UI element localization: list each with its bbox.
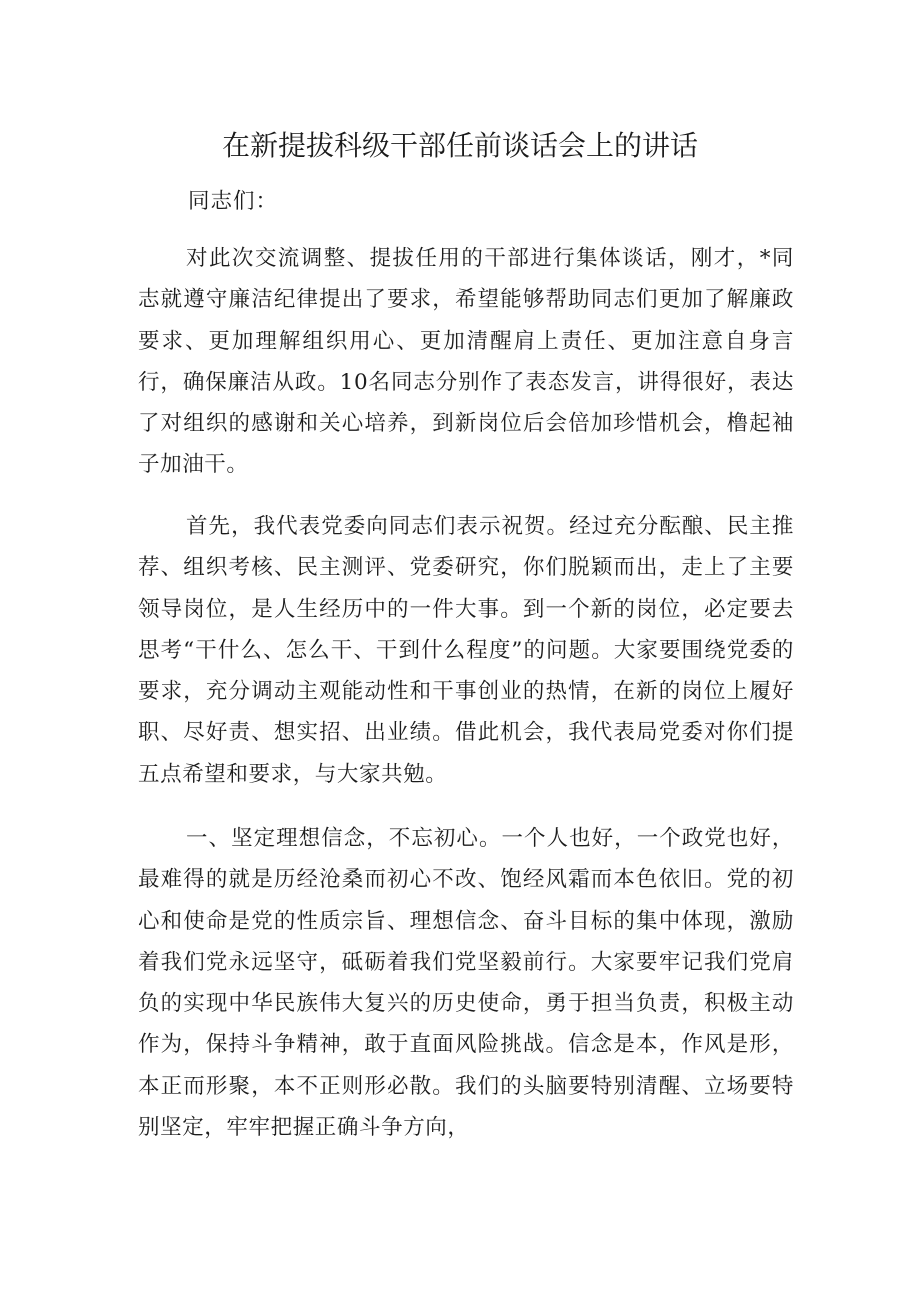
- paragraph-1: [138, 238, 794, 486]
- paragraph-2: [138, 506, 794, 795]
- document-title: 在新提拔科级干部任前谈话会上的讲话: [221, 129, 698, 162]
- paragraph-text: 一、坚定理想信念，不忘初心。一个人也好，一个政党也好，最难得的就是历经沧桑而初心不改、饱经风霜而本色依旧。党的初心和使命是党的性质宗旨、理想信念、奋斗目标的集中体现，激励着我们党永远坚守，砥砺着我们党坚毅前行。大家要牢记我们党肩负的实现中华民族伟大复兴的历史使命，勇于担当负责，积极主动作为，保持斗争精神，敢于直面风险挑战。信念是本，作风是形，本正而形聚，本不正则形必散。我们的头脑要特别清醒、立场要特别坚定，牢牢把握正确斗争方向，: [138, 826, 794, 1141]
- salutation: 同志们：: [188, 189, 279, 214]
- paragraph-text: 对此次交流调整、提拔任用的干部进行集体谈话，刚才，*同志就遵守廉洁纪律提出了要求，希望能够帮助同志们更加了解廉政要求、更加理解组织用心、更加清醒肩上责任、更加注意自身言行，确保廉洁从政。10名同志分别作了表态发言，讲得很好，表达了对组织的感谢和关心培养，到新岗位后会倍加珍惜机会，橹起袖子加油干。: [138, 246, 794, 478]
- paragraph-text: 首先，我代表党委向同志们表示祝贺。经过充分酝酿、民主推荐、组织考核、民主测评、党委研究，你们脱颖而出，走上了主要领导岗位，是人生经历中的一件大事。到一个新的岗位，必定要去思考“干什么、怎么干、干到什么程度”的问题。大家要围绕党委的要求，充分调动主观能动性和干事创业的热情，在新的岗位上履好职、尽好责、想实招、出业绩。借此机会，我代表局党委对你们提五点希望和要求，与大家共勉。: [138, 514, 794, 787]
- paragraph-3: [138, 818, 794, 1148]
